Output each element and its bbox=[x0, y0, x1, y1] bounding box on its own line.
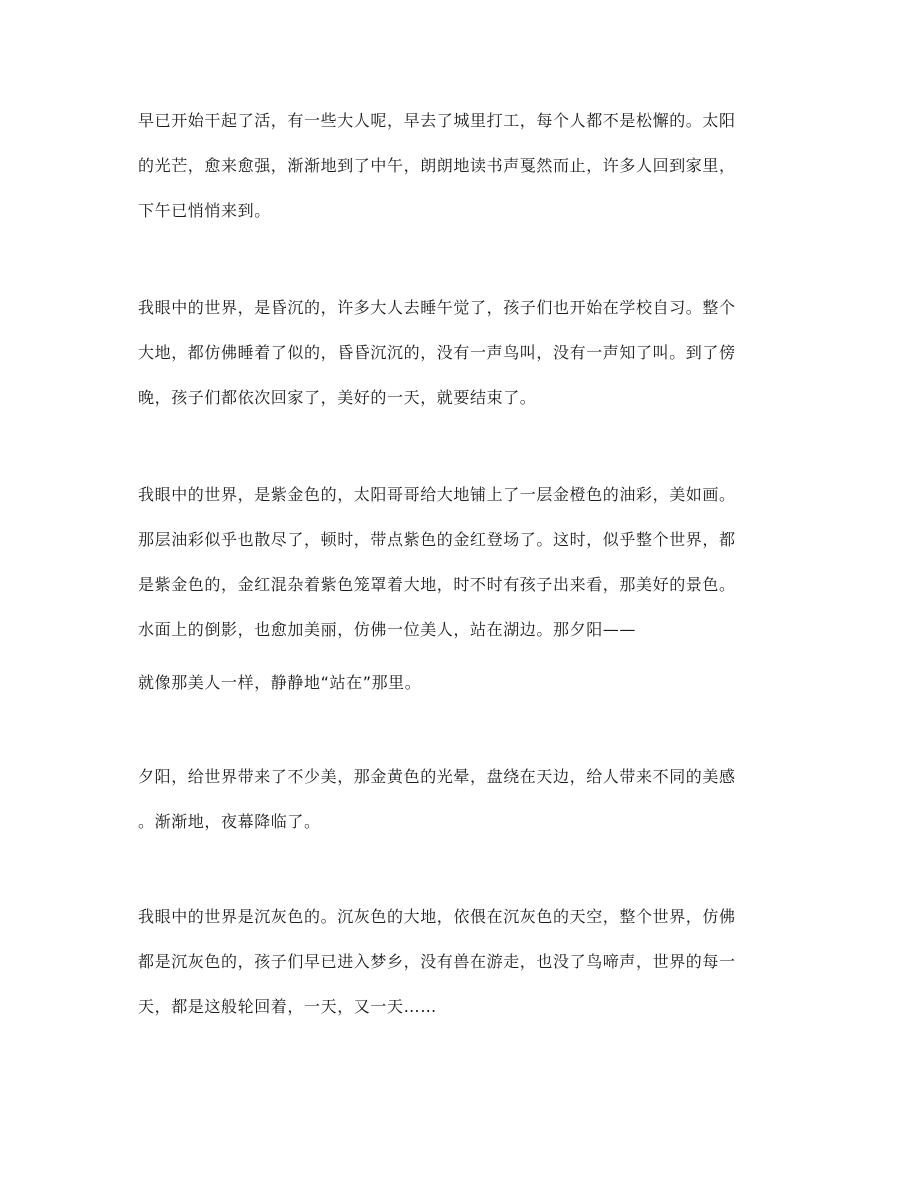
paragraph-3-line-2: 那层油彩似乎也散尽了，顿时，带点紫色的金红登场了。这时，似乎整个世界，都 bbox=[138, 530, 736, 549]
paragraph-3-line-1: 我眼中的世界，是紫金色的，太阳哥哥给大地铺上了一层金橙色的油彩，美如画。 bbox=[138, 485, 736, 504]
paragraph-5-line-3: 天，都是这般轮回着，一天，又一天…… bbox=[138, 997, 437, 1016]
paragraph-1-line-2: 的光芒，愈来愈强，渐渐地到了中午，朗朗地读书声戛然而止，许多人回到家里， bbox=[138, 156, 736, 175]
paragraph-5-line-2: 都是沉灰色的，孩子们早已进入梦乡，没有兽在游走，也没了鸟啼声，世界的每一 bbox=[138, 952, 736, 971]
paragraph-2-line-3: 晚，孩子们都依次回家了，美好的一天，就要结束了。 bbox=[138, 388, 537, 407]
paragraph-4-line-1: 夕阳，给世界带来了不少美，那金黄色的光晕，盘绕在天边，给人带来不同的美感 bbox=[138, 767, 736, 786]
paragraph-4-line-2: 。渐渐地，夜幕降临了。 bbox=[138, 812, 321, 831]
paragraph-3-line-3: 是紫金色的，金红混杂着紫色笼罩着大地，时不时有孩子出来看，那美好的景色。 bbox=[138, 575, 736, 594]
paragraph-2-line-1: 我眼中的世界，是昏沉的，许多大人去睡午觉了，孩子们也开始在学校自习。整个 bbox=[138, 298, 736, 317]
paragraph-2-line-2: 大地，都仿佛睡着了似的，昏昏沉沉的，没有一声鸟叫，没有一声知了叫。到了傍 bbox=[138, 343, 736, 362]
paragraph-1-line-3: 下午已悄悄来到。 bbox=[138, 201, 271, 220]
paragraph-5-line-1: 我眼中的世界是沉灰色的。沉灰色的大地，依偎在沉灰色的天空，整个世界，仿佛 bbox=[138, 907, 736, 926]
paragraph-1-line-1: 早已开始干起了活，有一些大人呢，早去了城里打工，每个人都不是松懈的。太阳 bbox=[138, 111, 736, 130]
paragraph-3-line-5: 就像那美人一样，静静地“站在”那里。 bbox=[138, 673, 422, 692]
paragraph-3-line-4: 水面上的倒影，也愈加美丽，仿佛一位美人，站在湖边。那夕阳—— bbox=[138, 620, 637, 639]
